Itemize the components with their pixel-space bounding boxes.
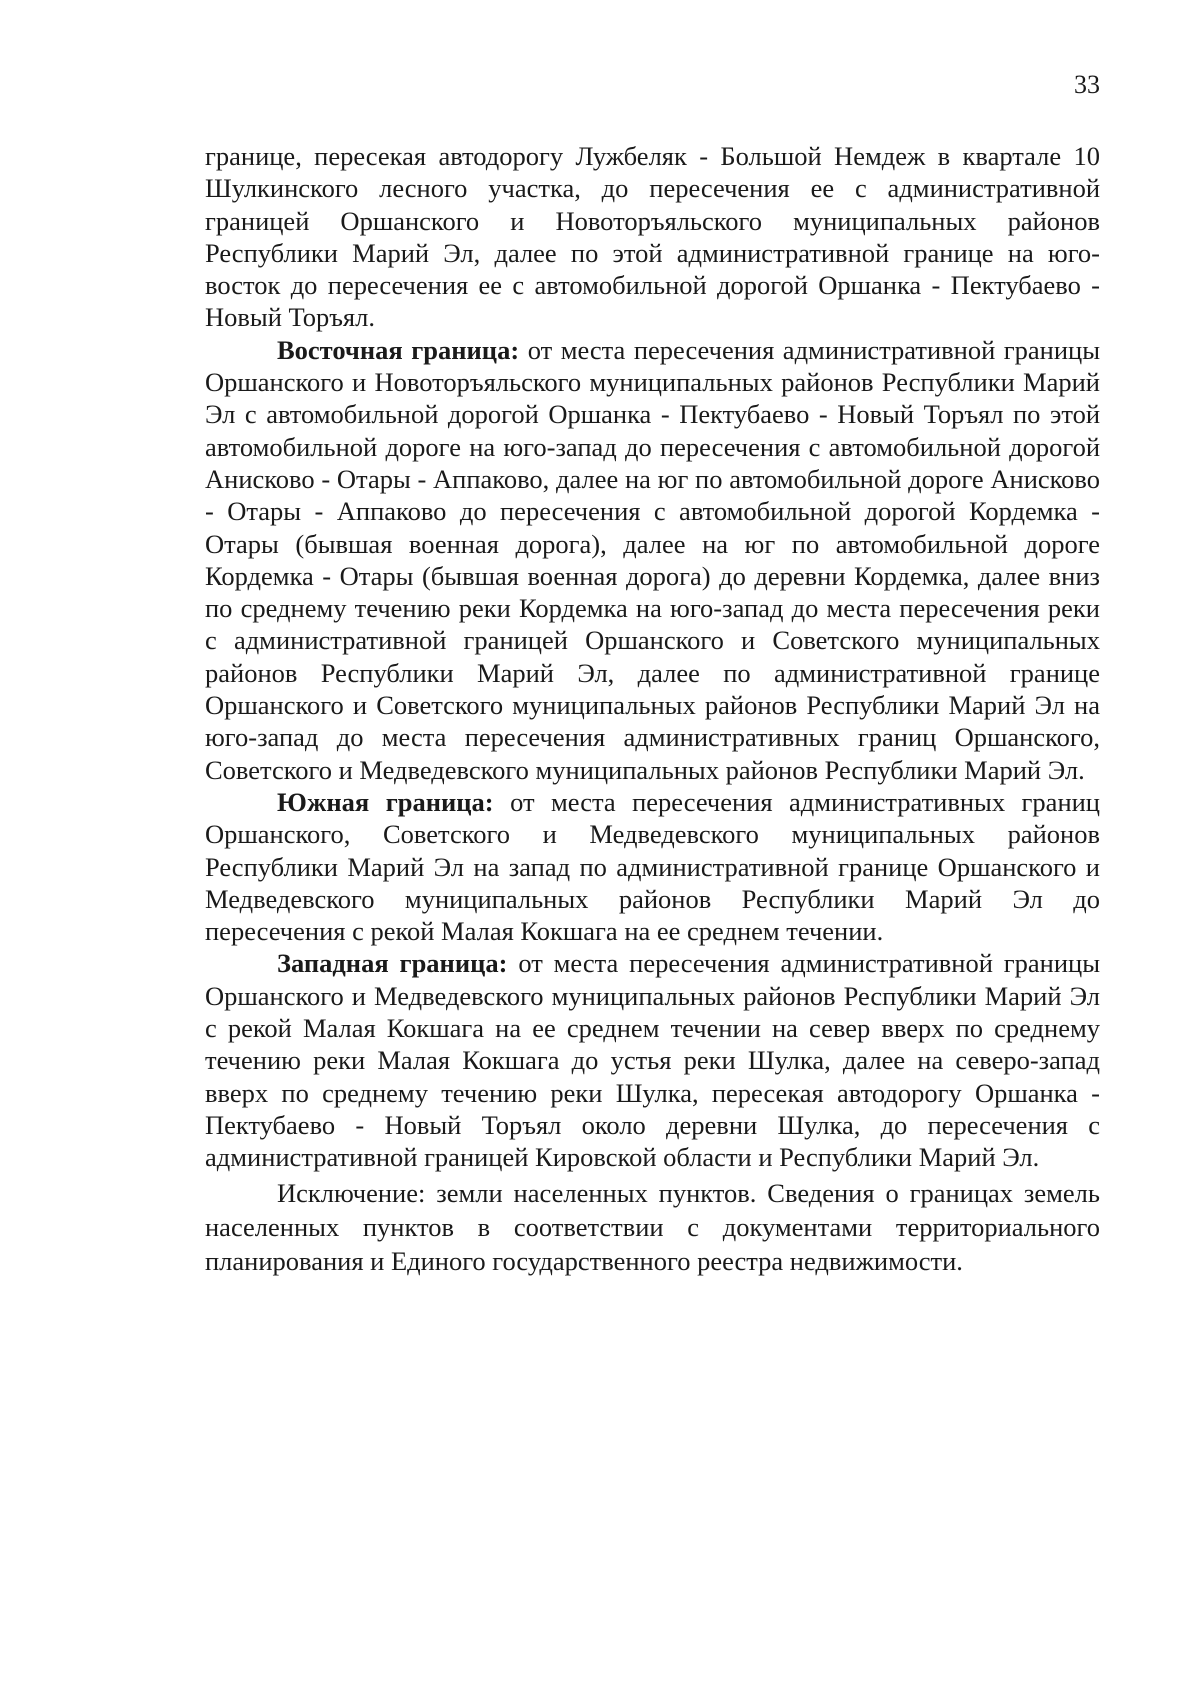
paragraph-southern-boundary xyxy=(205,786,1100,947)
paragraph-text: Исключение: земли населенных пунктов. Сведения о границах земель населенных пунктов в соответствии с документами территориального планирования и Единого государственного реестра недвижимости. xyxy=(205,1177,1100,1276)
paragraph-text: от места пересечения административной границы Оршанского и Медведевского муниципальных районов Республики Марий Эл с рекой Малая Кокшага на ее среднем течении на север вверх по среднему течению реки Малая Кокшага до устья реки Шулка, далее на северо-запад вверх по среднему течению реки Шулка, пересекая автодорогу Оршанка - Пектубаево - Новый Торъял около деревни Шулка, до пересечения с административной границей Кировской области и Республики Марий Эл. xyxy=(205,948,1100,1173)
paragraph-heading: Южная граница: xyxy=(277,786,494,817)
paragraph-text: от места пересечения административных границ Оршанского, Советского и Медведевского муниципальных районов Республики Марий Эл на запад по административной границе Оршанского и Медведевского муниципальных районов Республики Марий Эл до пересечения с рекой Малая Кокшага на ее среднем течении. xyxy=(205,786,1100,947)
document-body xyxy=(205,140,1100,1278)
page-number: 33 xyxy=(1074,70,1100,99)
paragraph-boundary-continuation xyxy=(205,140,1100,334)
paragraph-western-boundary xyxy=(205,947,1100,1173)
paragraph-text: границе, пересекая автодорогу Лужбеляк - Большой Немдеж в квартале 10 Шулкинского лесного участка, до пересечения ее с административной границей Оршанского и Новоторъяльского муниципальных районов Республики Марий Эл, далее по этой административной границе на юго-восток до пересечения ее с автомобильной дорогой Оршанка - Пектубаево - Новый Торъял. xyxy=(205,141,1100,333)
paragraph-heading: Западная граница: xyxy=(277,948,508,979)
paragraph-heading: Восточная граница: xyxy=(277,334,520,365)
paragraph-exclusion xyxy=(205,1176,1100,1278)
paragraph-text: от места пересечения административной границы Оршанского и Новоторъяльского муниципальных районов Республики Марий Эл с автомобильной дорогой Оршанка - Пектубаево - Новый Торъял по этой автомобильной дороге на юго-запад до пересечения с автомобильной дорогой Анисково - Отары - Аппаково, далее на юг по автомобильной дороге Анисково - Отары - Аппаково до пересечения с автомобильной дорогой Кордемка - Отары (бывшая военная дорога), далее на юг по автомобильной дороге Кордемка - Отары (бывшая военная дорога) до деревни Кордемка, далее вниз по среднему течению реки Кордемка на юго-запад до места пересечения реки с административной границей Оршанского и Советского муниципальных районов Республики Марий Эл, далее по административной границе Оршанского и Советского муниципальных районов Республики Марий Эл на юго-запад до места пересечения административных границ Оршанского, Советского и Медведевского муниципальных районов Республики Марий Эл. xyxy=(205,334,1101,785)
paragraph-eastern-boundary xyxy=(205,334,1100,786)
